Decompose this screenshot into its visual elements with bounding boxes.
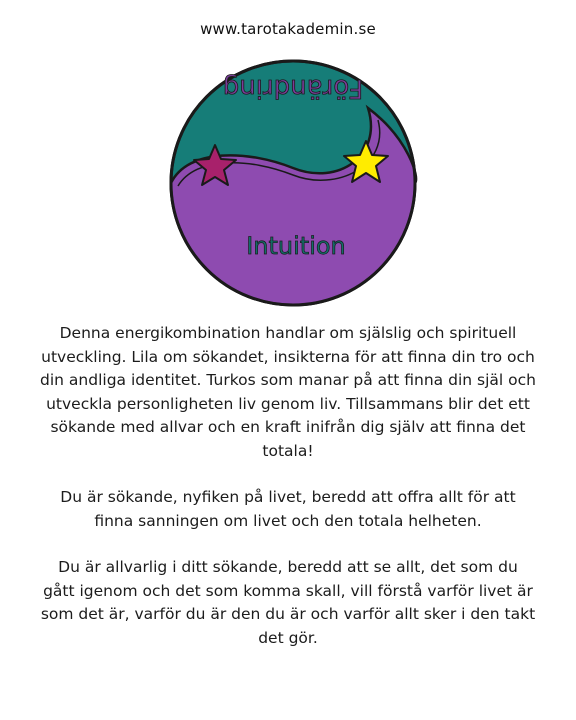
site-url: www.tarotakademin.se <box>200 20 376 38</box>
yin-yang-emblem <box>168 58 418 308</box>
description-text <box>40 322 536 650</box>
paragraph-2: Du är sökande, nyfiken på livet, beredd att offra allt för att finna sanningen om livet och den totala helheten. <box>60 488 516 530</box>
paragraph-3: Du är allvarlig i ditt sökande, beredd att se allt, det som du gått igenom och det som komma skall, vill förstå varför livet är som det är, varför du är den du är och varför allt sker i den takt det gör. <box>40 558 536 647</box>
paragraph-1: Denna energikombination handlar om själslig och spirituell utveckling. Lila om sökandet, insikterna för att finna din tro och din andliga identitet. Turkos som manar på att finna din själ och utveckla personligheten liv genom liv. Tillsammans blir det ett sökande med allvar och en kraft inifrån dig själv att finna det totala! <box>40 324 536 460</box>
emblem-bottom-label: Intuition <box>246 232 346 260</box>
emblem-top-label: Förändring <box>222 73 364 103</box>
